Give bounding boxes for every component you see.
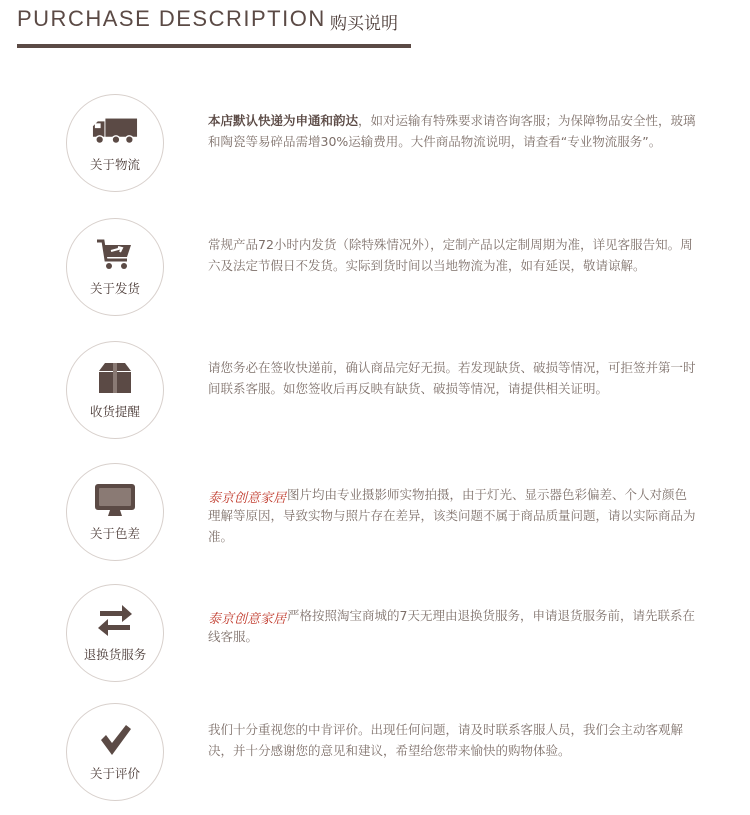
- badge-returns: [66, 584, 164, 682]
- body-text: 严格按照淘宝商城的7天无理由退换货服务，申请退货服务前，请先联系在线客服。: [208, 608, 695, 644]
- badge-label: 退换货服务: [83, 647, 147, 662]
- badge-label: 关于发货: [89, 281, 140, 296]
- info-row-reviews: [0, 703, 750, 803]
- checkmark-icon: [92, 722, 138, 758]
- badge-label: 关于物流: [89, 157, 140, 172]
- badge-color: [66, 463, 164, 561]
- badge-receiving: [66, 341, 164, 439]
- body-text: 图片均由专业摄影师实物拍摄，由于灯光、显示器色彩偏差、个人对颜色理解等原因，导致实物与照片存在差异，该类问题不属于商品质量问题，请以实际商品为准。: [208, 487, 696, 544]
- info-row-returns: [0, 584, 750, 684]
- highlighted-text: 本店默认快递为申通和韵达: [208, 113, 359, 128]
- info-row-receiving: [0, 341, 750, 441]
- description-text: 请您务必在签收快递前，确认商品完好无损。若发现缺货、破损等情况，可拒签并第一时间联系客服。如您签收后再反映有缺货、破损等情况，请提供相关证明。: [208, 360, 696, 396]
- description-text: [208, 484, 698, 547]
- description-text: [208, 605, 698, 647]
- badge-logistics: [66, 94, 164, 192]
- description-text: [208, 110, 698, 152]
- header-title-en: PURCHASE DESCRIPTION: [17, 6, 326, 31]
- body-text: ，如对运输有特殊要求请咨询客服；为保障物品安全性，玻璃和陶瓷等易碎品需增30%运输费用。大件商品物流说明，请查看“专业物流服务”。: [208, 113, 696, 149]
- info-row-shipping: [0, 218, 750, 318]
- header-divider: [17, 44, 411, 48]
- description-text: 常规产品72小时内发货（除特殊情况外），定制产品以定制周期为准，详见客服告知。周六及法定节假日不发货。实际到货时间以当地物流为准，如有延误，敬请谅解。: [208, 237, 693, 273]
- header-title-cn: 购买说明: [330, 14, 398, 34]
- badge-shipping: [66, 218, 164, 316]
- brand-logo: 泰京创意家居: [208, 612, 287, 627]
- truck-icon: [92, 113, 138, 149]
- info-row-color: [0, 463, 750, 563]
- badge-label: 收货提醒: [89, 404, 140, 419]
- section-header: [17, 6, 411, 48]
- info-row-logistics: [0, 94, 750, 194]
- exchange-arrows-icon: [92, 603, 138, 639]
- badge-label: 关于色差: [89, 526, 140, 541]
- description-text: 我们十分重视您的中肯评价。出现任何问题，请及时联系客服人员，我们会主动客观解决，并十分感谢您的意见和建议，希望给您带来愉快的购物体验。: [208, 722, 684, 758]
- monitor-icon: [92, 482, 138, 518]
- package-box-icon: [92, 360, 138, 396]
- shopping-cart-icon: [92, 237, 138, 273]
- badge-reviews: [66, 703, 164, 801]
- brand-logo: 泰京创意家居: [208, 491, 287, 506]
- badge-label: 关于评价: [89, 766, 140, 781]
